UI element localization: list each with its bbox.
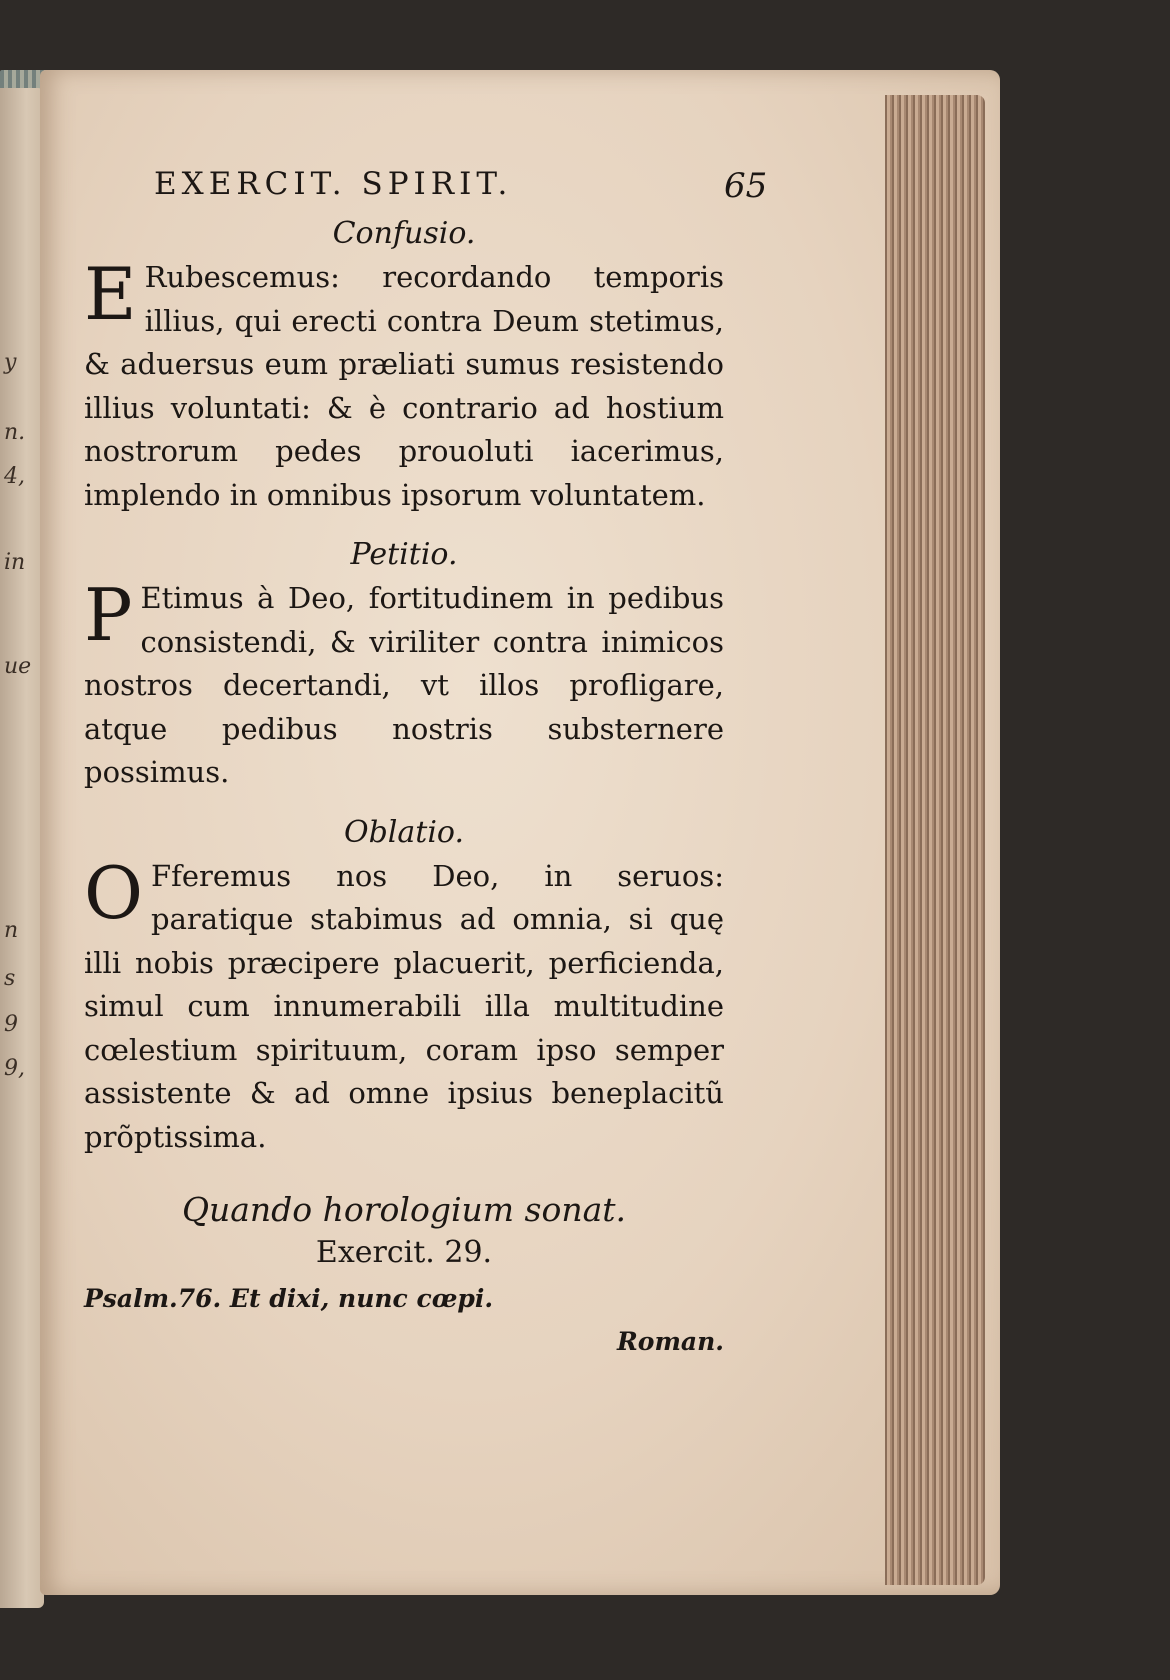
left-mark: n: [4, 918, 19, 943]
left-mark: ue: [4, 654, 32, 679]
left-mark: 4,: [4, 464, 25, 489]
drop-initial: O: [84, 850, 144, 935]
psalm-reference: Psalm.76. Et dixi, nunc cœpi.: [84, 1284, 494, 1313]
running-head-title: EXERCIT. SPIRIT.: [154, 166, 513, 202]
left-mark: 9: [4, 1012, 18, 1037]
exercise-label: Exercit. 29.: [315, 1235, 493, 1270]
left-mark: y: [4, 350, 17, 375]
paragraph-text: Rubescemus: recordando temporis illius, qui erecti contra Deum stetimus, & aduersus eum præliati sumus resistendo illius voluntati: & è contrario ad hostium nostrorum pedes prouoluti iacerimus, implendo in omnibus ipsorum voluntatem.: [84, 260, 724, 512]
page-text-block: [84, 166, 768, 1356]
left-mark: in: [4, 550, 26, 575]
section-heading: Confusio.: [332, 216, 476, 251]
left-mark: n.: [4, 420, 26, 445]
next-section-title: Quando horologium sonat.: [181, 1190, 627, 1229]
page-block-edge: [885, 95, 985, 1585]
left-page-edge: [0, 88, 44, 1608]
running-head: [84, 166, 768, 210]
section-paragraph: [84, 850, 724, 1160]
paragraph-text: Etimus à Deo, fortitudinem in pedibus consistendi, & viriliter contra inimicos nostros decertandi, vt illos profligare, atque pedibus nostris substernere possimus.: [84, 581, 724, 789]
section-heading: Petitio.: [350, 537, 458, 572]
left-page-margin-text: [2, 88, 42, 1608]
left-mark: 9,: [4, 1056, 25, 1081]
drop-initial: E: [84, 252, 137, 336]
section-paragraph: [84, 573, 724, 795]
section-heading: Oblatio.: [344, 814, 464, 850]
page-number: 65: [724, 166, 768, 206]
catchword: Roman.: [617, 1327, 724, 1356]
left-mark: s: [4, 966, 16, 991]
section-paragraph: [84, 252, 724, 517]
paragraph-text: Fferemus nos Deo, in seruos: paratique stabimus ad omnia, si quę illi nobis præcipere placuerit, perficienda, simul cum innumerabili illa multitudine cœlestium spirituum, coram ipso semper assistente & ad omne ipsius beneplacitũ prõptissima.: [84, 858, 724, 1154]
drop-initial: P: [84, 573, 133, 657]
